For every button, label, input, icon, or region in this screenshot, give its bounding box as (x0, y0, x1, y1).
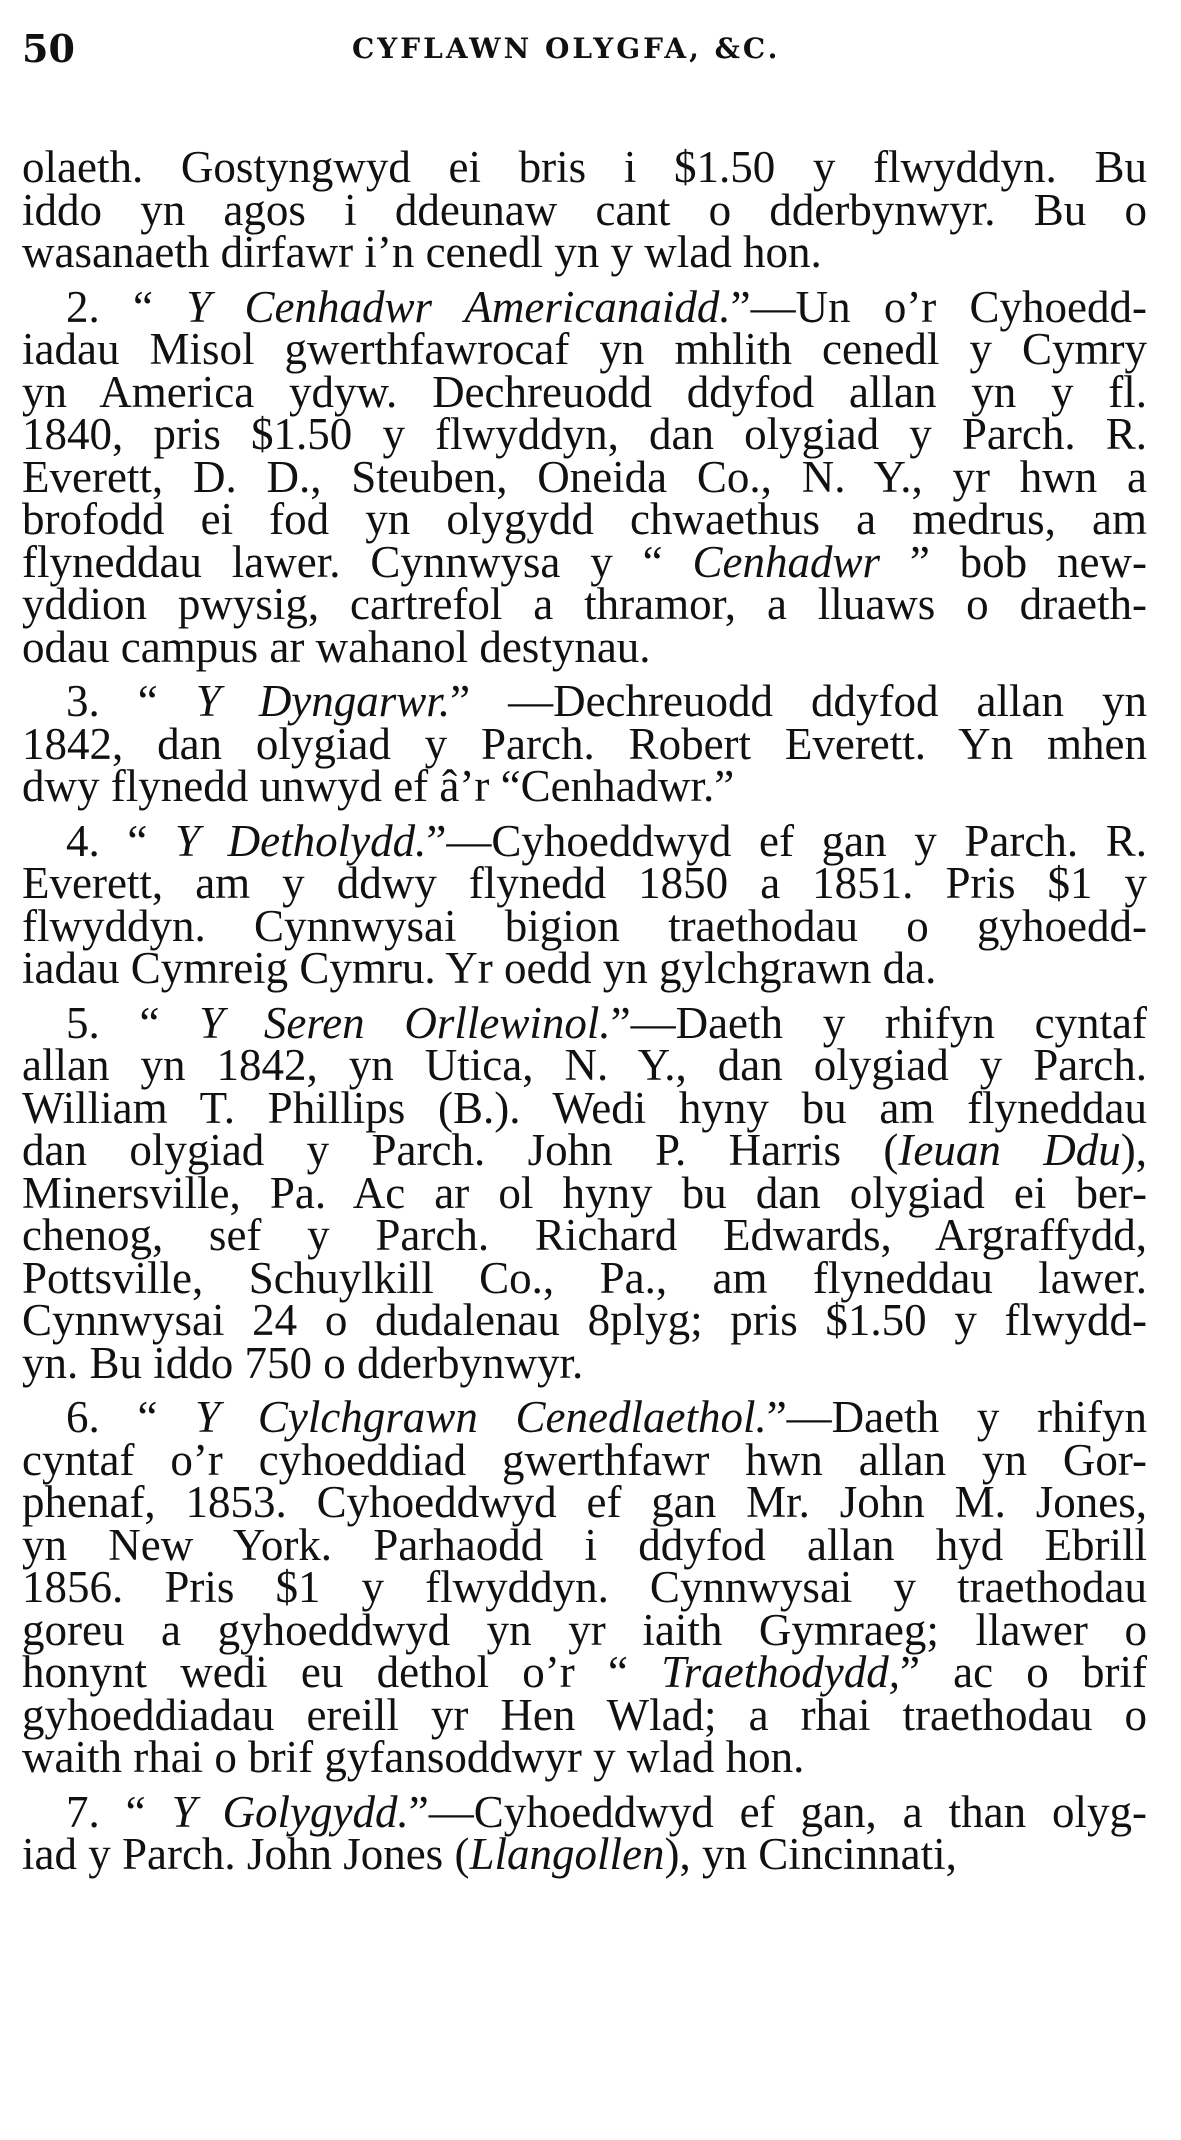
text-line (22, 997, 1148, 1048)
text-run: ), yn Cincinnati, (664, 1829, 957, 1879)
text-run: 4. “ (66, 815, 176, 866)
paragraph (22, 997, 1148, 1388)
text-run: 6. “ (66, 1392, 196, 1442)
text-run: dwy flynedd unwyd ef â’r “Cenhadwr.” (22, 761, 735, 811)
text-run: ” —Dechreuodd ddyfod allan yn (450, 676, 1147, 726)
text-run: ”—Daeth y rhifyn (766, 1392, 1147, 1442)
text-line (22, 621, 1147, 672)
paragraph (22, 142, 1147, 277)
text-line (22, 1252, 1147, 1303)
paragraph (22, 1786, 1147, 1879)
text-line (22, 1647, 1147, 1697)
text-line (22, 1210, 1147, 1260)
italic-text: Y Seren Orllewinol. (199, 997, 611, 1048)
text-run: brofodd ei fod yn olygydd chwaethus a medrus, am (22, 494, 1147, 544)
text-line (22, 1295, 1147, 1345)
text-line (22, 858, 1147, 908)
text-line (22, 324, 1147, 374)
paragraph (22, 676, 1147, 811)
text-line (22, 943, 1147, 993)
text-run: 2. “ (66, 281, 187, 332)
text-line (22, 1040, 1147, 1090)
text-run: Cynnwysai 24 o dudalenau 8plyg; pris $1.50 y flwydd- (22, 1295, 1147, 1345)
italic-text: Cenhadwr (692, 536, 880, 587)
text-line (22, 1082, 1147, 1133)
italic-text: Llangollen (469, 1829, 665, 1879)
text-line (22, 579, 1147, 629)
text-run: ”—Daeth y rhifyn cyntaf (610, 997, 1148, 1048)
text-line (22, 1125, 1147, 1175)
text-line (22, 142, 1147, 192)
text-line (22, 718, 1147, 769)
text-run: iadau Cymreig Cymru. Yr oedd yn gylchgrawn da. (22, 943, 937, 993)
text-line (22, 184, 1147, 235)
text-run: ”—Un o’r Cyhoedd- (730, 281, 1147, 332)
text-run: 1840, pris $1.50 y flwyddyn, dan olygiad y Parch. R. (22, 409, 1147, 459)
italic-text: Traethodydd, (661, 1647, 900, 1697)
text-line (22, 494, 1147, 544)
text-run: ”—Cyhoeddwyd ef gan y Parch. R. (426, 815, 1147, 866)
italic-text: Y Dyngarwr. (195, 676, 451, 726)
body-text (22, 142, 1148, 1879)
text-run: chenog, sef y Parch. Richard Edwards, Argraffydd, (22, 1210, 1147, 1260)
paragraph (22, 1392, 1147, 1782)
text-run: iddo yn agos i ddeunaw cant o dderbynwyr. Bu o (22, 184, 1147, 235)
text-run: phenaf, 1853. Cyhoeddwyd ef gan Mr. John M. Jones, (22, 1477, 1147, 1527)
text-run: iad y Parch. John Jones ( (22, 1829, 470, 1879)
text-run: 3. “ (66, 676, 196, 726)
italic-text: Y Cenhadwr Americanaidd. (186, 281, 731, 332)
text-run: ” bob new- (879, 536, 1147, 587)
text-line (22, 676, 1147, 726)
text-run: flwyddyn. Cynnwysai bigion traethodau o gyhoedd- (22, 900, 1147, 951)
text-run: ”—Cyhoeddwyd ef gan, a than olyg- (408, 1786, 1147, 1837)
text-run: cyntaf o’r cyhoeddiad gwerthfawr hwn allan yn Gor- (22, 1434, 1147, 1485)
text-line (22, 1519, 1147, 1570)
text-run: 5. “ (66, 997, 200, 1048)
italic-text: Ieuan Ddu (898, 1125, 1121, 1175)
text-line (22, 409, 1147, 459)
text-run: dan olygiad y Parch. John P. Harris ( (22, 1125, 899, 1175)
text-line (22, 1392, 1147, 1442)
text-run: gyhoeddiadau ereill yr Hen Wlad; a rhai traethodau o (22, 1689, 1147, 1740)
text-run: ” ac o brif (899, 1647, 1147, 1697)
text-run: 1856. Pris $1 y flwyddyn. Cynnwysai y traethodau (22, 1562, 1147, 1612)
paragraph (22, 815, 1147, 993)
text-line (22, 1477, 1147, 1527)
page-number: 50 (22, 26, 75, 71)
text-line (22, 1562, 1147, 1612)
text-run: waith rhai o brif gyfansoddwyr y wlad hon. (22, 1732, 805, 1782)
text-line (22, 536, 1147, 587)
text-line (22, 451, 1147, 502)
text-line (22, 366, 1147, 417)
text-run: goreu a gyhoeddwyd yn yr iaith Gymraeg; llawer o (22, 1604, 1147, 1655)
text-line (22, 1434, 1147, 1485)
text-run: allan yn 1842, yn Utica, N. Y., dan olygiad y Parch. (22, 1040, 1147, 1090)
text-run: iadau Misol gwerthfawrocaf yn mhlith cenedl y Cymry (22, 324, 1147, 374)
text-run: wasanaeth dirfawr i’n cenedl yn y wlad hon. (22, 227, 822, 277)
text-line (22, 227, 1147, 277)
text-run: Minersville, Pa. Ac ar ol hyny bu dan olygiad ei ber- (22, 1167, 1147, 1218)
text-line (22, 761, 1147, 811)
text-run: yddion pwysig, cartrefol a thramor, a lluaws o draeth- (22, 579, 1147, 629)
text-line (22, 1604, 1147, 1655)
text-line (22, 281, 1147, 332)
text-run: honynt wedi eu dethol o’r “ (22, 1647, 662, 1697)
text-run: flyneddau lawer. Cynnwysa y “ (22, 536, 693, 587)
text-line (22, 1786, 1147, 1837)
paragraph (22, 281, 1147, 672)
text-run: Everett, D. D., Steuben, Oneida Co., N. Y., yr hwn a (22, 451, 1147, 502)
running-title: CYFLAWN OLYGFA, &C. (352, 32, 781, 65)
text-run: Everett, am y ddwy flynedd 1850 a 1851. Pris $1 y (22, 858, 1147, 908)
italic-text: Y Detholydd. (175, 815, 427, 866)
text-run: ), (1120, 1125, 1147, 1175)
text-run: yn New York. Parhaodd i ddyfod allan hyd Ebrill (22, 1519, 1147, 1570)
text-run: odau campus ar wahanol destynau. (22, 621, 651, 672)
text-line (22, 900, 1147, 951)
text-line (22, 815, 1147, 866)
text-run: olaeth. Gostyngwyd ei bris i $1.50 y flwyddyn. Bu (22, 142, 1147, 192)
text-line (22, 1829, 1147, 1879)
text-run: William T. Phillips (B.). Wedi hyny bu am flyneddau (22, 1082, 1147, 1133)
text-run: 1842, dan olygiad y Parch. Robert Everett. Yn mhen (22, 718, 1147, 769)
text-run: yn America ydyw. Dechreuodd ddyfod allan yn y fl. (22, 366, 1147, 417)
italic-text: Y Golygydd. (171, 1786, 409, 1837)
text-line (22, 1732, 1147, 1782)
text-run: yn. Bu iddo 750 o dderbynwyr. (22, 1337, 584, 1388)
text-line (22, 1167, 1147, 1218)
text-run: Pottsville, Schuylkill Co., Pa., am flyneddau lawer. (22, 1252, 1147, 1303)
italic-text: Y Cylchgrawn Cenedlaethol. (195, 1392, 767, 1442)
text-line (22, 1337, 1147, 1388)
book-page (22, 18, 1147, 1888)
text-line (22, 1689, 1147, 1740)
running-head (22, 18, 1147, 80)
text-run: 7. “ (66, 1786, 172, 1837)
